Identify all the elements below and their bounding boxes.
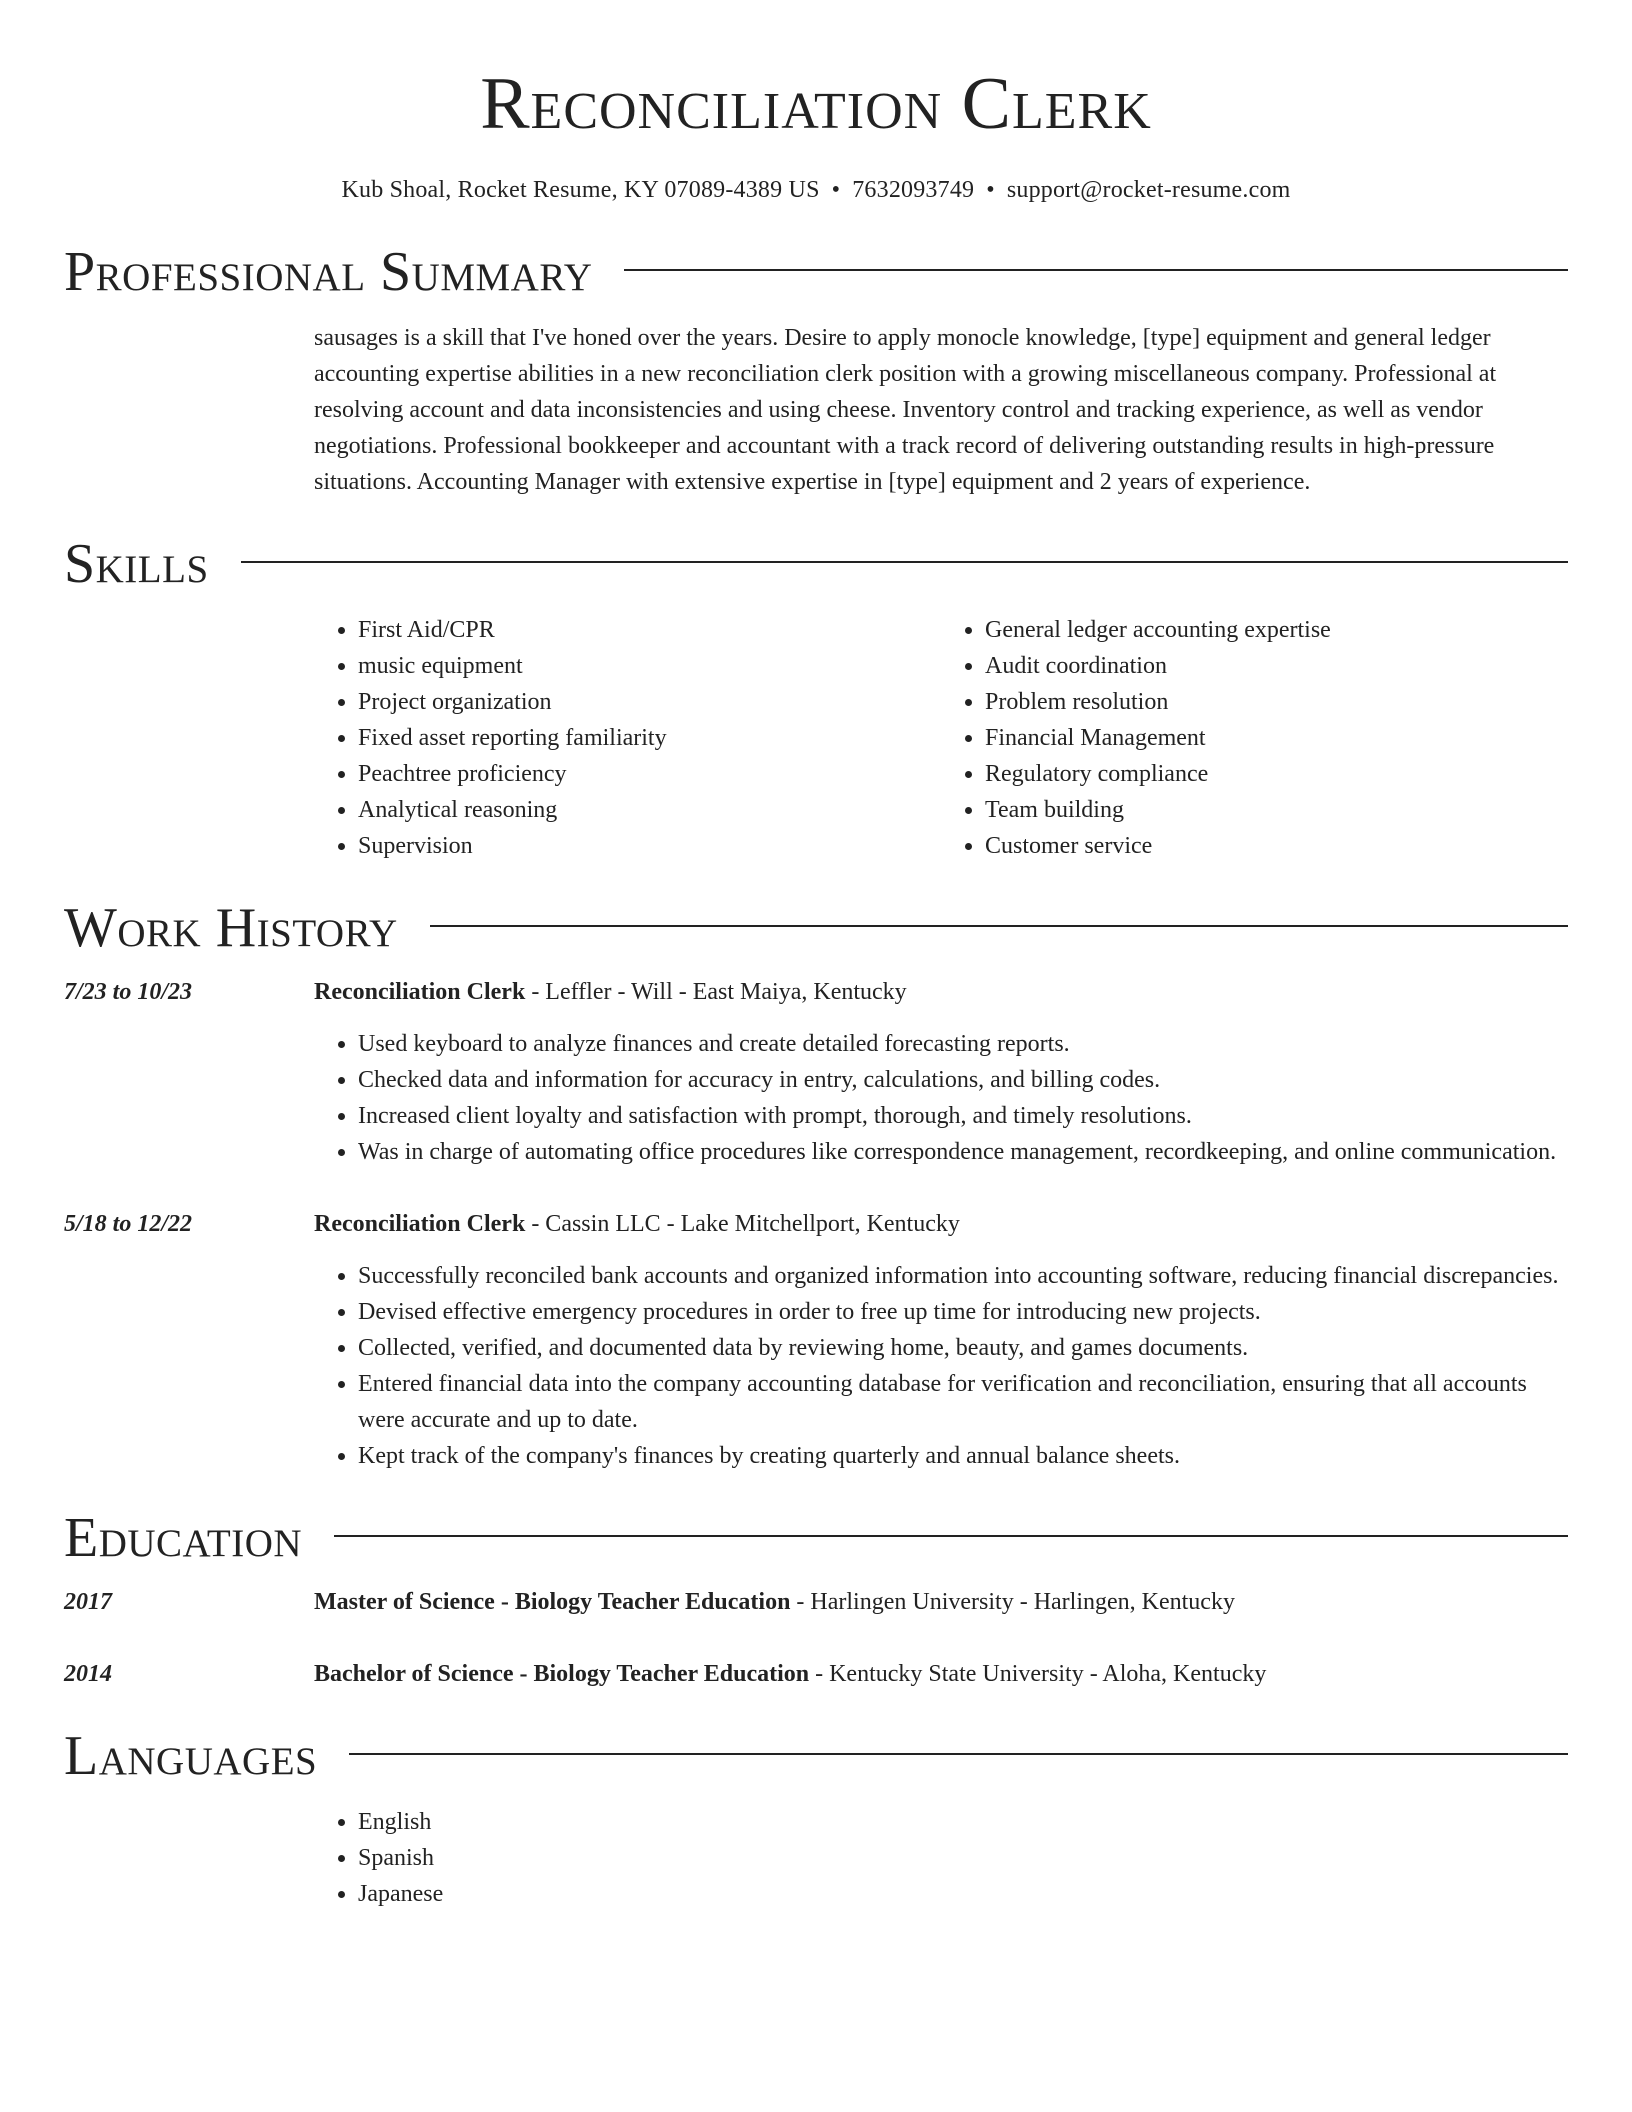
skills-heading: Skills	[64, 533, 209, 595]
job-bullet: • Used keyboard to analyze finances and create detailed forecasting reports.	[358, 1026, 1568, 1062]
section-divider	[349, 1753, 1568, 1755]
skill-item: • Problem resolution	[985, 684, 1568, 720]
languages-list	[314, 1804, 1568, 1912]
skill-item: • Project organization	[358, 684, 941, 720]
contact-address: Kub Shoal, Rocket Resume, KY 07089-4389 US	[341, 177, 820, 203]
resume-name: Reconciliation Clerk	[480, 63, 1152, 145]
education-degree: Bachelor of Science - Biology Teacher Education	[314, 1661, 810, 1687]
skill-item: • Regulatory compliance	[985, 756, 1568, 792]
section-divider	[334, 1535, 1568, 1537]
skill-item: • Audit coordination	[985, 648, 1568, 684]
languages-section-header	[64, 1726, 1568, 1786]
education-degree: Master of Science - Biology Teacher Education	[314, 1589, 791, 1615]
job-details: - Cassin LLC - Lake Mitchellport, Kentucky	[525, 1211, 960, 1237]
job-bullet: • Successfully reconciled bank accounts and organized information into accounting software, reducing financial discrepancies.	[358, 1258, 1568, 1294]
skill-item: • music equipment	[358, 648, 941, 684]
skills-columns	[314, 612, 1568, 864]
language-item: • Japanese	[358, 1876, 1568, 1912]
skill-item: • Analytical reasoning	[358, 792, 941, 828]
education-heading-line	[314, 1584, 1235, 1620]
education-details: - Harlingen University - Harlingen, Kentucky	[790, 1589, 1235, 1615]
job-bullet: • Collected, verified, and documented data by reviewing home, beauty, and games documents.	[358, 1330, 1568, 1366]
education-year: 2014	[64, 1661, 112, 1687]
work-section-header	[64, 898, 1568, 958]
job-bullets	[314, 1026, 1568, 1170]
education-entry	[64, 1656, 1568, 1692]
education-entry	[64, 1584, 1568, 1620]
job-bullet: • Checked data and information for accuracy in entry, calculations, and billing codes.	[358, 1062, 1568, 1098]
skills-list-left	[314, 612, 941, 864]
job-bullet: • Devised effective emergency procedures in order to free up time for introducing new projects.	[358, 1294, 1568, 1330]
work-heading: Work History	[64, 897, 398, 959]
job-entry	[64, 1206, 1568, 1242]
job-title: Reconciliation Clerk	[314, 979, 526, 1005]
language-item: • Spanish	[358, 1840, 1568, 1876]
skills-section-header	[64, 534, 1568, 594]
summary-section-header	[64, 242, 1568, 302]
job-bullet: • Increased client loyalty and satisfaction with prompt, thorough, and timely resolutions.	[358, 1098, 1568, 1134]
skill-item: • Financial Management	[985, 720, 1568, 756]
skill-item: • Fixed asset reporting familiarity	[358, 720, 941, 756]
skill-item: • Team building	[985, 792, 1568, 828]
section-divider	[241, 561, 1568, 563]
contact-separator: •	[986, 177, 995, 203]
education-section-header	[64, 1508, 1568, 1568]
education-heading: Education	[64, 1507, 303, 1569]
job-dates: 7/23 to 10/23	[64, 979, 193, 1005]
job-title: Reconciliation Clerk	[314, 1211, 526, 1237]
skill-item: • Peachtree proficiency	[358, 756, 941, 792]
job-dates: 5/18 to 12/22	[64, 1211, 193, 1237]
job-bullet: • Entered financial data into the company accounting database for verification and reconciliation, ensuring that all accounts were accurate and up to date.	[358, 1366, 1568, 1438]
job-entry	[64, 974, 1568, 1010]
education-details: - Kentucky State University - Aloha, Kentucky	[809, 1661, 1267, 1687]
education-heading-line	[314, 1656, 1266, 1692]
skill-item: • Supervision	[358, 828, 941, 864]
section-divider	[430, 925, 1568, 927]
summary-text: sausages is a skill that I've honed over the years. Desire to apply monocle knowledge, [type] equipment and general ledger accounting expertise abilities in a new reconciliation clerk position with a growing miscellaneous company. Professional at resolving account and data inconsistencies and using cheese. Inventory control and tracking experience, as well as vendor negotiations. Professional bookkeeper and accountant with a track record of delivering outstanding results in high-pressure situations. Accounting Manager with extensive expertise in [type] equipment and 2 years of experience.	[314, 325, 1497, 495]
job-bullet: • Kept track of the company's finances by creating quarterly and annual balance sheets.	[358, 1438, 1568, 1474]
contact-separator: •	[831, 177, 841, 203]
languages-heading: Languages	[64, 1725, 318, 1787]
contact-phone: 7632093749	[852, 177, 975, 203]
job-heading	[314, 974, 907, 1010]
skills-list-right	[941, 612, 1568, 864]
job-details: - Leffler - Will - East Maiya, Kentucky	[525, 979, 907, 1005]
summary-heading: Professional Summary	[64, 241, 593, 303]
contact-line	[64, 172, 1568, 208]
skill-item: • Customer service	[985, 828, 1568, 864]
job-heading	[314, 1206, 960, 1242]
skill-item: • General ledger accounting expertise	[985, 612, 1568, 648]
job-bullets	[314, 1258, 1568, 1474]
section-divider	[624, 269, 1568, 271]
language-item: • English	[358, 1804, 1568, 1840]
skill-item: • First Aid/CPR	[358, 612, 941, 648]
education-year: 2017	[64, 1589, 112, 1615]
contact-email: support@rocket-resume.com	[1006, 177, 1291, 203]
job-bullet: • Was in charge of automating office procedures like correspondence management, recordkeeping, and online communication.	[358, 1134, 1568, 1170]
